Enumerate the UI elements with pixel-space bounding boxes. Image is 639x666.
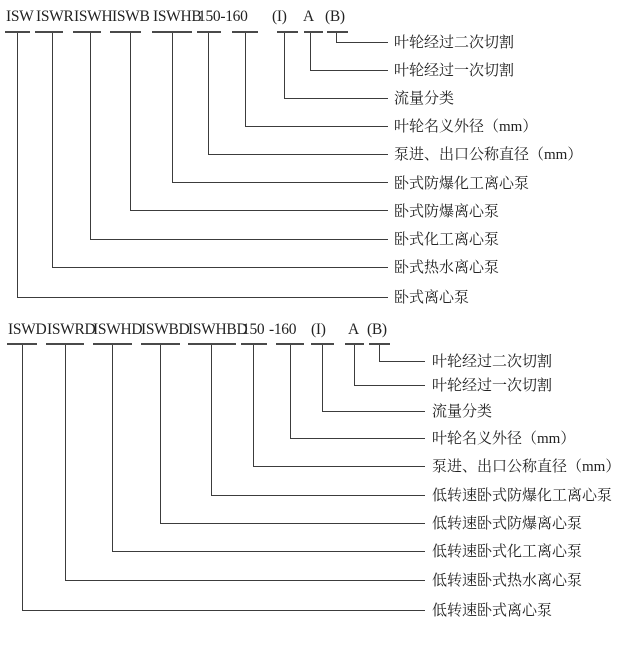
- label-horizontal-explosionproof-pump: 卧式防爆离心泵: [394, 204, 500, 220]
- label-impeller-nominal-diameter: 叶轮名义外径（mm）: [432, 431, 576, 447]
- label-horizontal-pump: 卧式离心泵: [394, 290, 470, 306]
- code-cut-a: A: [348, 321, 359, 338]
- code-cut-a: A: [303, 8, 314, 25]
- code-iswbd: ISWBD: [141, 321, 190, 338]
- label-impeller-first-cut: 叶轮经过一次切割: [394, 63, 515, 79]
- label-lowspeed-horizontal-hotwater-pump: 低转速卧式热水离心泵: [432, 573, 583, 589]
- code-iswh: ISWH: [74, 8, 113, 25]
- code-isw: ISW: [6, 8, 34, 25]
- label-impeller-second-cut: 叶轮经过二次切割: [432, 354, 553, 370]
- label-inlet-outlet-diameter: 泵进、出口公称直径（mm）: [394, 147, 583, 163]
- label-horizontal-chemical-pump: 卧式化工离心泵: [394, 232, 500, 248]
- label-flow-classification: 流量分类: [432, 404, 493, 420]
- label-impeller-first-cut: 叶轮经过一次切割: [432, 378, 553, 394]
- code-iswr: ISWR: [36, 8, 74, 25]
- code-flow-class-i: (I): [272, 8, 287, 25]
- code-iswhbd: ISWHBD: [188, 321, 248, 338]
- code-size-150: 150: [242, 321, 265, 338]
- label-lowspeed-horizontal-explosionproof-pump: 低转速卧式防爆离心泵: [432, 516, 583, 532]
- label-horizontal-hotwater-pump: 卧式热水离心泵: [394, 260, 500, 276]
- label-impeller-nominal-diameter: 叶轮名义外径（mm）: [394, 119, 538, 135]
- connector-isw: [17, 33, 388, 298]
- code-iswrd: ISWRD: [47, 321, 96, 338]
- code-cut-b: (B): [325, 8, 345, 25]
- label-inlet-outlet-diameter: 泵进、出口公称直径（mm）: [432, 459, 621, 475]
- label-flow-classification: 流量分类: [394, 91, 455, 107]
- code-iswb: ISWB: [112, 8, 150, 25]
- code-size-150-160: 150-160: [198, 8, 248, 25]
- code-iswhb: ISWHB: [153, 8, 202, 25]
- code-iswd: ISWD: [8, 321, 47, 338]
- code-flow-class-i: (I): [311, 321, 326, 338]
- code-cut-b: (B): [367, 321, 387, 338]
- label-lowspeed-horizontal-chemical-pump: 低转速卧式化工离心泵: [432, 544, 583, 560]
- label-lowspeed-horizontal-pump: 低转速卧式离心泵: [432, 603, 553, 619]
- label-lowspeed-horizontal-explosionproof-chemical-pump: 低转速卧式防爆化工离心泵: [432, 488, 613, 504]
- code-size-160: -160: [269, 321, 297, 338]
- code-iswhd: ISWHD: [93, 321, 143, 338]
- label-horizontal-explosionproof-chemical-pump: 卧式防爆化工离心泵: [394, 176, 530, 192]
- connector-iswd: [22, 345, 425, 611]
- label-impeller-second-cut: 叶轮经过二次切割: [394, 35, 515, 51]
